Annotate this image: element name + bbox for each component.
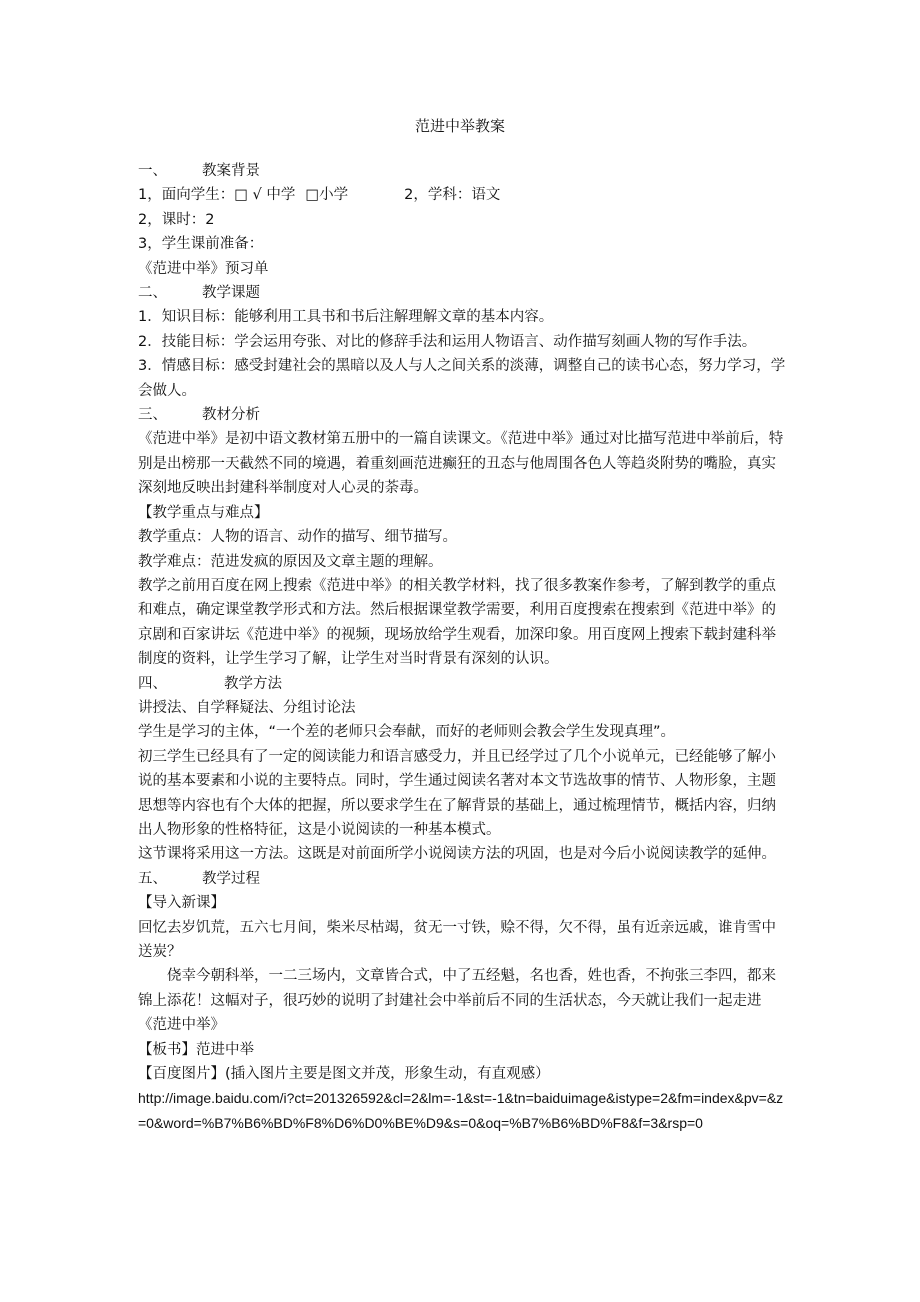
prep-item: 《范进中举》预习单: [138, 260, 269, 277]
difficult-point: 教学难点：范进发疯的原因及文章主题的理解。: [138, 553, 443, 570]
document-body: [138, 159, 786, 1135]
section-title: 教案背景: [202, 163, 260, 179]
section-title: 教材分析: [202, 407, 260, 424]
preparation-paragraph: 教学之前用百度在网上搜索《范进中举》的相关教学材料，找了很多教案作参考，了解到教学的重点和难点，确定课堂教学形式和方法。然后根据课堂教学需要，利用百度搜索在搜索到《范进中举》的京剧和百家讲坛《范进中举》的视频，现场放给学生观看，加深印象。用百度网上搜索下载封建科举制度的资料，让学生学习了解，让学生对当时背景有深刻的认识。: [138, 577, 776, 668]
subject-label: 2，学科：语文: [404, 187, 501, 204]
document-title: 范进中举教案: [414, 117, 505, 135]
key-difficult-heading: 【教学重点与难点】: [138, 504, 269, 521]
methods-paragraph: 初三学生已经具有了一定的阅读能力和语言感受力，并且已经学过了几个小说单元，已经能够了解小说的基本要素和小说的主要特点。同时，学生通过阅读名著对本文节选故事的情节、人物形象，主题思想等内容也有个大体的把握，所以要求学生在了解背景的基础上，通过梳理情节，概括内容，归纳出人物形象的性格特征，这是小说阅读的一种基本模式。: [138, 748, 776, 838]
section-number: 二、: [138, 285, 167, 302]
emotion-goal: 3．情感目标：感受封建社会的黑暗以及人与人之间关系的淡薄，调整自己的读书心态，努力学习，学会做人。: [138, 358, 786, 399]
couplet-first: 回忆去岁饥荒，五六七月间，柴米尽枯竭，贫无一寸铁，赊不得，欠不得，虽有近亲远戚，谁肯雪中送炭？: [138, 919, 776, 960]
methods-quote: 学生是学习的主体，“一个差的老师只会奉献，而好的老师则会教会学生发现真理”。: [138, 724, 676, 741]
section-heading-analysis: [138, 403, 786, 427]
section-number: 三、: [138, 407, 167, 424]
board-writing: 【板书】范进中举: [138, 1041, 254, 1058]
section-title: 教学过程: [202, 870, 260, 887]
analysis-paragraph: 《范进中举》是初中语文教材第五册中的一篇自读课文。《范进中举》通过对比描写范进中举前后，特别是出榜那一天截然不同的境遇，着重刻画范进癫狂的丑态与他周围各色人等趋炎附势的嘴脸，真实深刻地反映出封建科举制度对人心灵的荼毒。: [138, 431, 784, 497]
middle-school-checkbox: □ √ 中学: [234, 187, 296, 204]
section-heading-topic: [138, 281, 786, 305]
image-note: 【百度图片】(插入图片主要是图文并茂，形象生动，有直观感）: [138, 1066, 550, 1083]
students-label: 1，面向学生：: [138, 187, 235, 204]
couplet-second: 侥幸今朝科举，一二三场内，文章皆合式，中了五经魁，名也香，姓也香，不拘张三李四，都来锦上添花！这幅对子，很巧妙的说明了封建社会中举前后不同的生活状态，今天就让我们一起走进《范进中举》: [138, 968, 776, 1034]
section-heading-methods: [138, 672, 786, 696]
section-number: 五、: [138, 870, 167, 887]
methods-list: 讲授法、自学释疑法、分组讨论法: [138, 699, 356, 716]
image-search-link[interactable]: http://image.baidu.com/i?ct=201326592&cl=2&lm=-1&st=-1&tn=baiduimage&istype=2&fm=index&pv=&z=0&word=%B7%B6%BD%F8%D6%D0%BE%D9&s=0&oq=%B7%B6%BD%F8&f=3&rsp=0: [138, 1090, 784, 1131]
section-heading-background: [138, 159, 786, 183]
section-title: 教学方法: [224, 675, 282, 692]
knowledge-goal: 1．知识目标：能够利用工具书和书后注解理解文章的基本内容。: [138, 309, 554, 326]
section-number: 一、: [138, 163, 167, 179]
prep-label: 3，学生课前准备：: [138, 236, 264, 253]
section-title: 教学课题: [202, 285, 260, 302]
key-point: 教学重点：人物的语言、动作的描写、细节描写。: [138, 529, 457, 546]
section-number: 四、: [138, 675, 167, 692]
skill-goal: 2．技能目标：学会运用夸张、对比的修辞手法和运用人物语言、动作描写刻画人物的写作手法。: [138, 333, 757, 350]
section-heading-process: [138, 867, 786, 891]
students-line: [138, 183, 786, 207]
intro-heading: 【导入新课】: [138, 895, 225, 912]
hours-line: 2，课时：2: [138, 211, 215, 228]
methods-conclusion: 这节课将采用这一方法。这既是对前面所学小说阅读方法的巩固，也是对今后小说阅读教学的延伸。: [138, 846, 776, 863]
primary-school-checkbox: □小学: [305, 187, 349, 204]
